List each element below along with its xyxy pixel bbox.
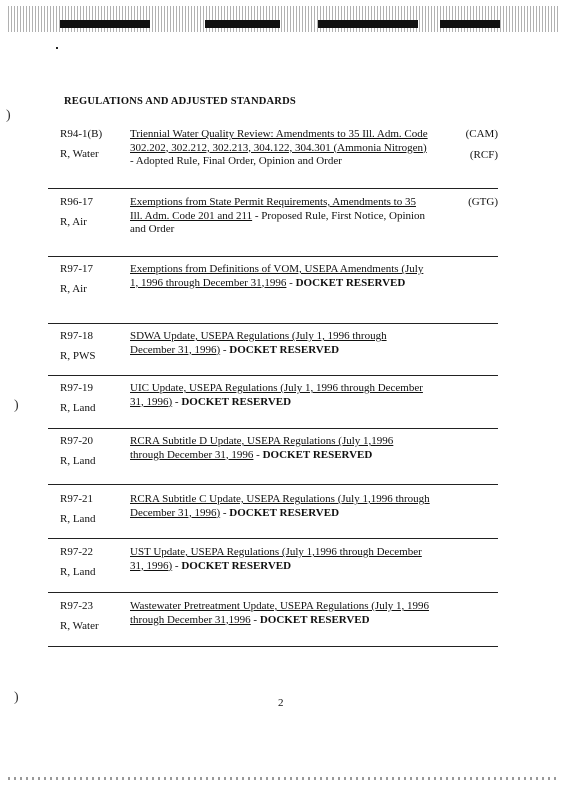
- docket-category: R, Land: [60, 402, 96, 414]
- regulation-entry: [48, 263, 498, 313]
- entry-divider: [48, 592, 498, 593]
- docket-title: Wastewater Pretreatment Update, USEPA Regulations (July 1, 1996 through December 31,1996: [130, 600, 430, 626]
- entry-divider: [48, 646, 498, 647]
- docket-title: SDWA Update, USEPA Regulations (July 1, 1996 through December 31, 1996): [130, 330, 387, 356]
- docket-action: -: [172, 395, 182, 408]
- docket-description: [130, 196, 430, 237]
- docket-code: R97-17: [60, 263, 93, 275]
- regulation-entry: [48, 435, 498, 475]
- scan-bar: [60, 20, 150, 28]
- docket-status: DOCKET RESERVED: [229, 343, 340, 356]
- docket-status: DOCKET RESERVED: [259, 613, 370, 626]
- docket-category: R, Land: [60, 455, 96, 467]
- scan-speck: [56, 47, 58, 49]
- entry-divider: [48, 188, 498, 189]
- board-member-tag: (GTG): [468, 196, 498, 208]
- docket-action: -: [220, 343, 230, 356]
- docket-code: R97-18: [60, 330, 93, 342]
- docket-category: R, Water: [60, 148, 99, 160]
- docket-code: R97-19: [60, 382, 93, 394]
- regulation-entry: [48, 600, 498, 640]
- docket-category: R, Water: [60, 620, 99, 632]
- docket-action: - Adopted Rule, Final Order, Opinion and Order: [130, 155, 342, 167]
- docket-title: UIC Update, USEPA Regulations (July 1, 1996 through December 31, 1996): [130, 382, 423, 408]
- docket-description: [130, 600, 430, 627]
- docket-status: DOCKET RESERVED: [181, 395, 292, 408]
- regulation-entry: [48, 493, 498, 533]
- docket-description: [130, 263, 430, 290]
- scan-noise-top: [8, 6, 558, 32]
- board-member-tag: (RCF): [469, 149, 498, 161]
- docket-action: -: [253, 448, 263, 461]
- docket-description: [130, 382, 430, 409]
- docket-title: Exemptions from Definitions of VOM, USEPA Amendments (July 1, 1996 through December 31,1996: [130, 263, 424, 289]
- docket-status: DOCKET RESERVED: [229, 506, 340, 519]
- docket-title: UST Update, USEPA Regulations (July 1,1996 through December 31, 1996): [130, 546, 422, 572]
- docket-code: R96-17: [60, 196, 93, 208]
- scan-noise-bottom: [8, 777, 558, 780]
- docket-action: - Proposed Rule, First Notice, Opinion and Order: [130, 209, 426, 235]
- docket-code: R97-20: [60, 435, 93, 447]
- entry-divider: [48, 375, 498, 376]
- docket-title: Exemptions from State Permit Requirements, Amendments to 35 Ill. Adm. Code 201 and 211: [130, 196, 416, 222]
- section-heading: REGULATIONS AND ADJUSTED STANDARDS: [64, 96, 296, 107]
- entry-divider: [48, 256, 498, 257]
- scan-bar: [205, 20, 280, 28]
- docket-category: R, Air: [60, 216, 87, 228]
- board-member-tag: (CAM): [465, 128, 498, 140]
- page-number: 2: [278, 697, 284, 709]
- regulation-entry: [48, 330, 498, 370]
- docket-action: -: [220, 506, 230, 519]
- docket-category: R, PWS: [60, 350, 96, 362]
- docket-action: -: [172, 559, 182, 572]
- entry-divider: [48, 484, 498, 485]
- docket-code: R97-22: [60, 546, 93, 558]
- regulation-entry: [48, 128, 498, 178]
- docket-status: DOCKET RESERVED: [262, 448, 373, 461]
- docket-status: DOCKET RESERVED: [181, 559, 292, 572]
- scan-bar: [440, 20, 500, 28]
- docket-action: -: [250, 613, 260, 626]
- margin-mark: ): [6, 108, 11, 123]
- docket-title: RCRA Subtitle C Update, USEPA Regulations (July 1,1996 through December 31, 1996): [130, 493, 430, 519]
- docket-category: R, Air: [60, 283, 87, 295]
- docket-description: [130, 435, 430, 462]
- scan-bar: [318, 20, 418, 28]
- docket-description: [130, 128, 430, 169]
- regulation-entry: [48, 196, 498, 246]
- docket-title: RCRA Subtitle D Update, USEPA Regulations (July 1,1996 through December 31, 1996: [130, 435, 394, 461]
- margin-mark: ): [14, 398, 19, 413]
- docket-code: R97-23: [60, 600, 93, 612]
- margin-mark: ): [14, 690, 19, 705]
- docket-code: R94-1(B): [60, 128, 103, 140]
- docket-description: [130, 493, 430, 520]
- docket-description: [130, 330, 430, 357]
- entry-divider: [48, 538, 498, 539]
- entry-divider: [48, 428, 498, 429]
- regulation-entry: [48, 546, 498, 586]
- regulation-entry: [48, 382, 498, 422]
- docket-status: DOCKET RESERVED: [295, 276, 406, 289]
- docket-category: R, Land: [60, 566, 96, 578]
- docket-title: Triennial Water Quality Review: Amendments to 35 Ill. Adm. Code 302.202, 302.212, 302.213, 304.122, 304.301 (Ammonia Nitrogen): [130, 128, 428, 154]
- docket-description: [130, 546, 430, 573]
- entry-divider: [48, 323, 498, 324]
- docket-category: R, Land: [60, 513, 96, 525]
- docket-code: R97-21: [60, 493, 93, 505]
- docket-action: -: [286, 276, 296, 289]
